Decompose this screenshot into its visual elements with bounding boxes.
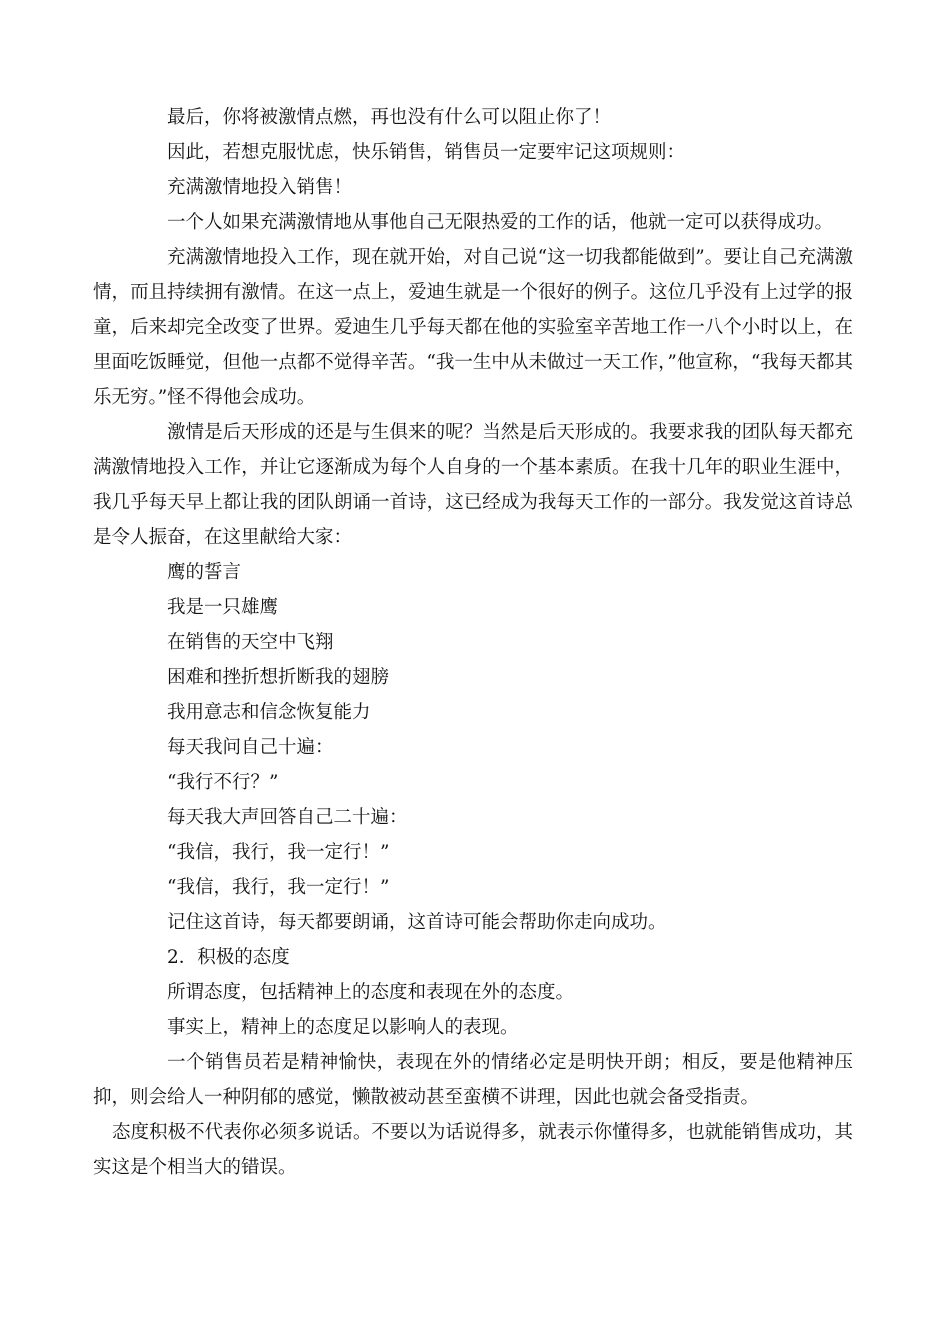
poem-title: 鹰的誓言 [167, 562, 242, 583]
paragraph: 充满激情地投入工作，现在就开始，对自己说“这一切我都能做到”。要让自己充满激情，而且持续拥有激情。在这一点上，爱迪生就是一个很好的例子。这位几乎没有上过学的报童，后来却完全改变了世界。爱迪生几乎每天都在他的实验室辛苦地工作一八个小时以上，在里面吃饭睡觉，但他一点都不觉得辛苦。“我一生中从未做过一天工作，”他宣称，“我每天都其乐无穷。”怪不得他会成功。 [93, 247, 853, 408]
paragraph: 记住这首诗，每天都要朗诵，这首诗可能会帮助你走向成功。 [167, 912, 667, 933]
poem-line: 我用意志和信念恢复能力 [167, 702, 371, 723]
poem-line: “我行不行？” [167, 772, 279, 793]
paragraph: 态度积极不代表你必须多说话。不要以为话说得多，就表示你懂得多，也就能销售成功，其实这是个相当大的错误。 [93, 1122, 853, 1178]
paragraph: 因此，若想克服忧虑，快乐销售，销售员一定要牢记这项规则： [167, 142, 686, 163]
paragraph: 最后，你将被激情点燃，再也没有什么可以阻止你了！ [167, 107, 612, 128]
poem-line: 困难和挫折想折断我的翅膀 [167, 667, 390, 688]
document-body [93, 100, 853, 1185]
poem-line: “我信，我行，我一定行！” [167, 842, 390, 863]
paragraph: 充满激情地投入销售！ [167, 177, 353, 198]
paragraph: 激情是后天形成的还是与生俱来的呢？当然是后天形成的。我要求我的团队每天都充满激情地投入工作，并让它逐渐成为每个人自身的一个基本素质。在我十几年的职业生涯中，我几乎每天早上都让我的团队朗诵一首诗，这已经成为我每天工作的一部分。我发觉这首诗总是令人振奋，在这里献给大家： [93, 422, 853, 548]
paragraph: 一个销售员若是精神愉快，表现在外的情绪必定是明快开朗；相反，要是他精神压抑，则会给人一种阴郁的感觉，懒散被动甚至蛮横不讲理，因此也就会备受指责。 [93, 1052, 853, 1108]
poem-line: 每天我大声回答自己二十遍： [167, 807, 408, 828]
poem-line: 在销售的天空中飞翔 [167, 632, 334, 653]
section-heading: 2．积极的态度 [167, 947, 290, 968]
poem-line: 每天我问自己十遍： [167, 737, 334, 758]
paragraph: 事实上，精神上的态度足以影响人的表现。 [167, 1017, 519, 1038]
poem-line: “我信，我行，我一定行！” [167, 877, 390, 898]
paragraph: 一个人如果充满激情地从事他自己无限热爱的工作的话，他就一定可以获得成功。 [167, 212, 834, 233]
poem-line: 我是一只雄鹰 [167, 597, 279, 618]
paragraph: 所谓态度，包括精神上的态度和表现在外的态度。 [167, 982, 575, 1003]
